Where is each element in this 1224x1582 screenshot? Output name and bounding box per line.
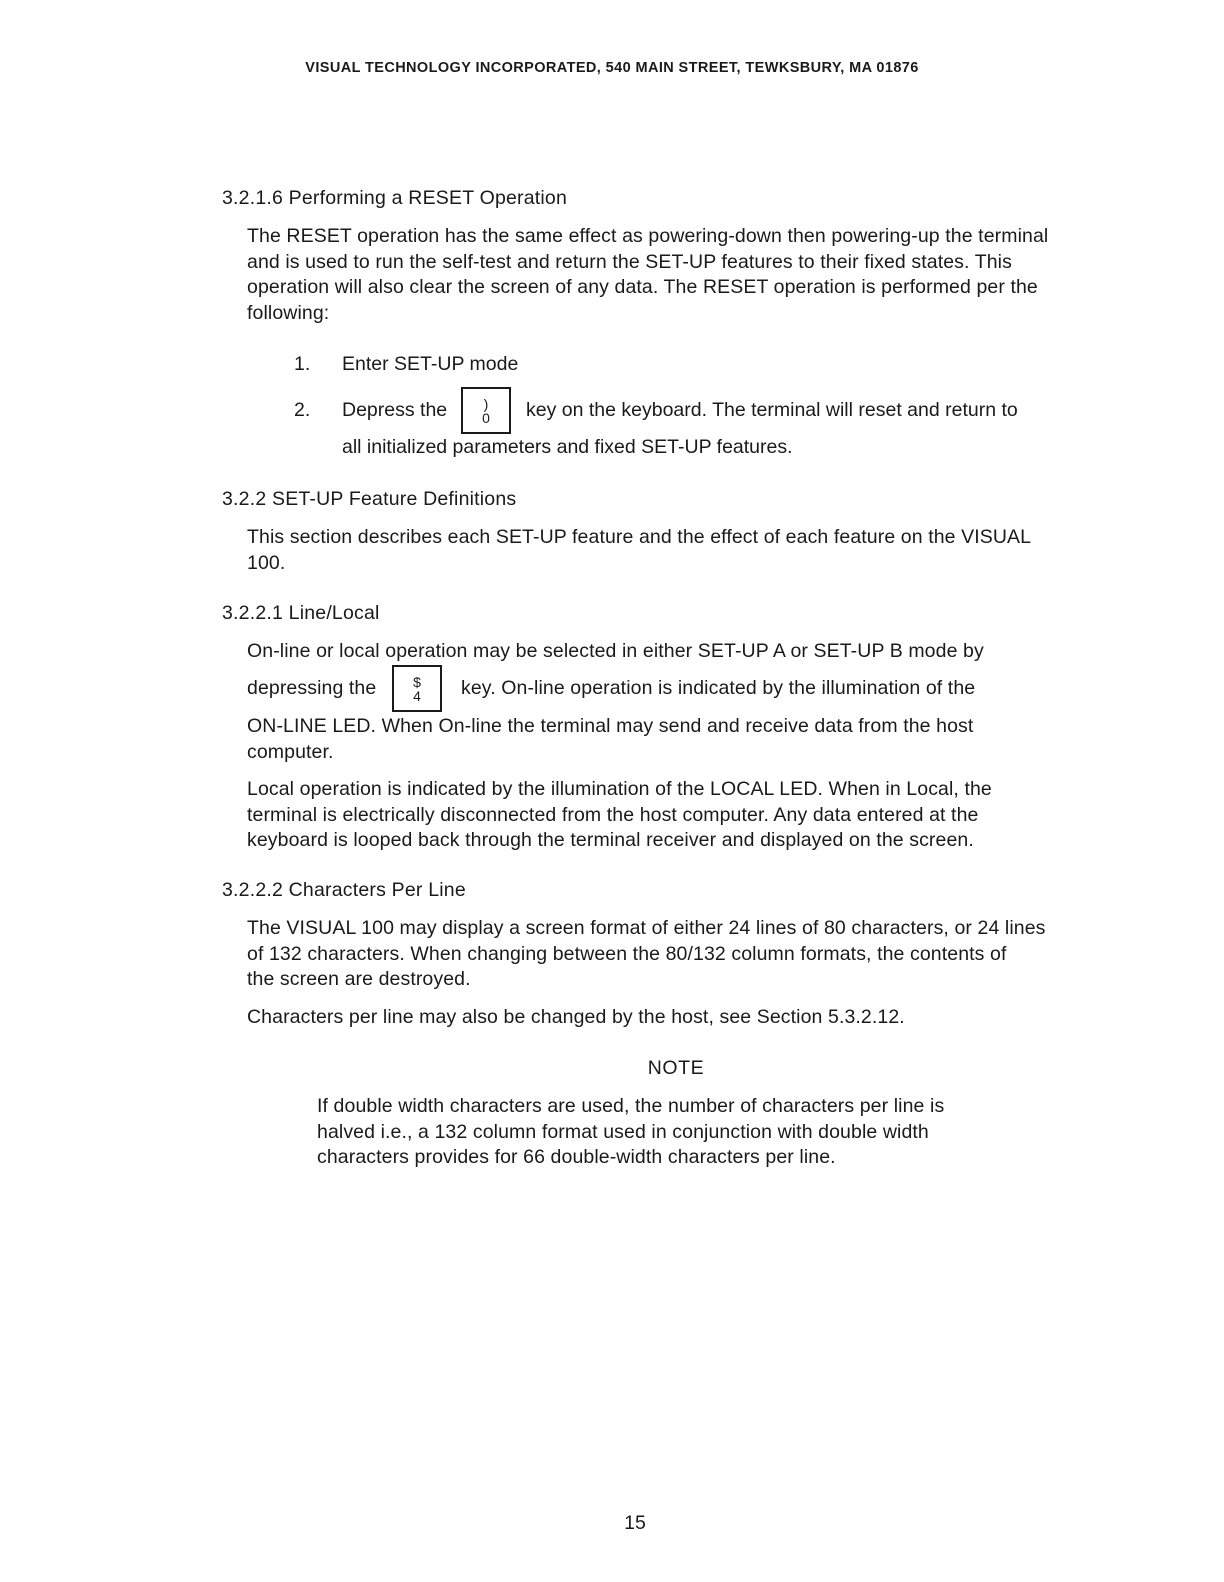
line-local-after-key	[461, 676, 975, 702]
text-line: Characters per line may also be changed by the host, see Section 5.3.2.12.	[247, 1006, 905, 1028]
line-local-before-key	[247, 676, 376, 702]
line-local-paragraph2	[247, 777, 992, 854]
text-line: terminal is electrically disconnected from the host computer. Any data entered at the	[247, 803, 979, 826]
step-continuation: all initialized parameters and fixed SET-UP features.	[342, 436, 793, 458]
text-line: characters provides for 66 double-width characters per line.	[317, 1146, 836, 1168]
text-line: key. On-line operation is indicated by the illumination of the	[461, 677, 976, 699]
step-number: 1.	[294, 353, 311, 375]
keycap-main-char: 4	[413, 687, 421, 704]
text-line: depressing the	[247, 677, 377, 699]
text-line: and is used to run the self-test and return the SET-UP features to their fixed states. This	[247, 250, 1012, 273]
text-line: This section describes each SET-UP feature and the effect of each feature on the VISUAL	[247, 526, 1032, 548]
chars-per-line-paragraph2	[247, 1005, 905, 1031]
section-heading-reset: 3.2.1.6 Performing a RESET Operation	[222, 187, 568, 209]
text-line: operation will also clear the screen of any data. The RESET operation is performed per the	[247, 276, 1038, 298]
text-line: the screen are destroyed.	[247, 968, 471, 990]
step-text-after-key: key on the keyboard. The terminal will reset and return to	[526, 399, 1018, 421]
definitions-paragraph	[247, 525, 1031, 576]
reset-paragraph	[247, 224, 1048, 326]
text-line: computer.	[247, 740, 334, 763]
chars-per-line-paragraph	[247, 916, 1046, 993]
step-text: Enter SET-UP mode	[342, 353, 519, 375]
text-line: 100.	[247, 551, 286, 574]
keycap-main-char: 0	[482, 409, 490, 426]
section-heading-definitions: 3.2.2 SET-UP Feature Definitions	[222, 488, 517, 510]
line-local-continuation	[247, 714, 973, 765]
keycap-shift-char: )	[483, 395, 489, 412]
text-line: halved i.e., a 132 column format used in conjunction with double width	[317, 1120, 929, 1143]
text-line: keyboard is looped back through the terminal receiver and displayed on the screen.	[247, 829, 974, 851]
line-local-line1	[247, 639, 984, 665]
keycap-4	[392, 665, 442, 712]
text-line: of 132 characters. When changing between the 80/132 column formats, the contents of	[247, 942, 1007, 965]
step-text-before-key: Depress the	[342, 399, 448, 421]
page-header: VISUAL TECHNOLOGY INCORPORATED, 540 MAIN STREET, TEWKSBURY, MA 01876	[305, 60, 919, 76]
note-body	[317, 1094, 944, 1171]
text-line: The RESET operation has the same effect as powering-down then powering-up the terminal	[247, 225, 1049, 247]
text-line: ON-LINE LED. When On-line the terminal may send and receive data from the host	[247, 715, 974, 737]
step-number: 2.	[294, 399, 311, 421]
note-title: NOTE	[647, 1057, 705, 1079]
text-line: The VISUAL 100 may display a screen format of either 24 lines of 80 characters, or 24 lines	[247, 917, 1046, 939]
keycap-shift-char: $	[413, 673, 421, 690]
text-line: On-line or local operation may be selected in either SET-UP A or SET-UP B mode by	[247, 640, 984, 662]
section-heading-chars-per-line: 3.2.2.2 Characters Per Line	[222, 879, 466, 901]
page-number: 15	[624, 1512, 646, 1534]
section-heading-line-local: 3.2.2.1 Line/Local	[222, 602, 380, 624]
text-line: following:	[247, 301, 330, 324]
text-line: Local operation is indicated by the illumination of the LOCAL LED. When in Local, the	[247, 778, 992, 800]
text-line: If double width characters are used, the number of characters per line is	[317, 1095, 945, 1117]
keycap-0	[461, 387, 511, 434]
